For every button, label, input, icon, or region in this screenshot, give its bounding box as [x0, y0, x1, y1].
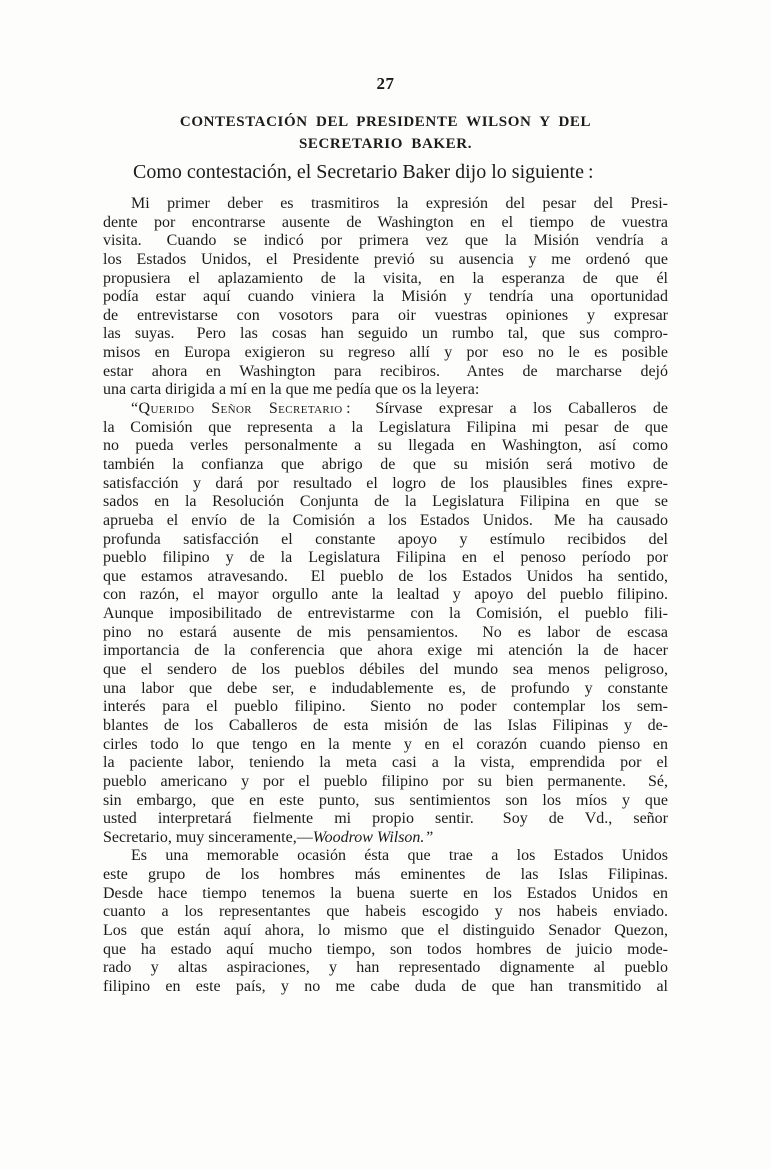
text-line — [103, 381, 668, 400]
line-text: usted interpretará fielmente mi propio sentir. Soy de Vd., señor — [103, 810, 668, 828]
line-text: también la confianza que abrigo de que su misión será motivo de — [103, 455, 668, 473]
line-text: pueblo filipino y de la Legislatura Filipina en el penoso período por — [103, 549, 668, 567]
line-text: que ha estado aquí mucho tiempo, son todos hombres de juicio mode- — [103, 940, 668, 958]
section-heading-line-1: CONTESTACIÓN DEL PRESIDENTE WILSON Y DEL — [179, 114, 592, 130]
line-text: Desde hace tiempo tenemos la buena suerte en los Estados Unidos en — [103, 884, 668, 902]
text-line — [103, 829, 668, 848]
text-line — [103, 475, 668, 494]
text-line — [103, 885, 668, 904]
line-text: Mi primer deber es trasmitiros la expresión del pesar del Presi- — [131, 195, 668, 212]
signature-name: Woodrow Wilson.” — [312, 828, 434, 846]
text-line — [103, 736, 668, 755]
line-text: la paciente labor, teniendo la meta casi a la vista, emprendida por el — [103, 754, 668, 772]
line-text: sin embargo, que en este punto, sus sentimientos son los míos y que — [103, 791, 668, 809]
letter-salutation: “Querido Señor Secretario : — [131, 400, 352, 418]
text-line — [103, 680, 668, 699]
line-text: cirles todo lo que tengo en la mente y en el corazón cuando pienso en — [103, 735, 668, 753]
line-text: misos en Europa exigieron su regreso allí y por eso no le es posible — [103, 344, 668, 362]
paragraph — [103, 400, 668, 847]
text-line — [103, 959, 668, 978]
line-text: rado y altas aspiraciones, y han representado dignamente al pueblo — [103, 959, 668, 977]
line-text: que el sendero de los pueblos débiles del mundo sea menos peligroso, — [103, 661, 668, 679]
line-text: que estamos atravesando. El pueblo de los Estados Unidos ha sentido, — [103, 567, 668, 585]
line-text: Los que están aquí ahora, lo mismo que el distinguido Senador Quezon, — [103, 921, 668, 939]
paragraph — [103, 847, 668, 996]
text-line — [103, 866, 668, 885]
line-text: los Estados Unidos, el Presidente previó su ausencia y me ordenó que — [103, 250, 668, 268]
text-line — [103, 307, 668, 326]
line-text: Secretario, muy sinceramente,— — [103, 828, 313, 846]
line-text: una labor que debe ser, e indudablemente es, de profundo y constante — [103, 679, 668, 697]
text-line — [103, 512, 668, 531]
text-line — [103, 624, 668, 643]
line-text: podía estar aquí cuando viniera la Misión y tendría una oportunidad — [103, 288, 668, 306]
line-text: no pueda verles personalmente a su llegada en Washington, así como — [103, 437, 668, 455]
text-line — [103, 363, 668, 382]
text-line — [103, 754, 668, 773]
line-text: blantes de los Caballeros de esta misión de las Islas Filipinas y de- — [103, 716, 668, 734]
section-heading — [103, 111, 668, 155]
text-line — [103, 270, 668, 289]
line-text: interés para el pueblo filipino. Siento no poder contemplar los sem- — [103, 698, 668, 716]
line-text: las suyas. Pero las cosas han seguido un rumbo tal, que sus compro- — [103, 325, 668, 343]
text-line — [103, 419, 668, 438]
text-line — [103, 400, 668, 419]
text-line — [103, 214, 668, 233]
text-line — [103, 903, 668, 922]
text-line — [103, 568, 668, 587]
text-line — [103, 810, 668, 829]
text-line — [103, 698, 668, 717]
text-line — [103, 493, 668, 512]
text-line — [103, 325, 668, 344]
text-line — [103, 586, 668, 605]
line-text: satisfacción y dará por resultado el logro de los plausibles fines expre- — [103, 474, 668, 492]
lead-sentence: Como contestación, el Secretario Baker dijo lo siguiente : — [133, 161, 594, 183]
line-text: Es una memorable ocasión ésta que trae a los Estados Unidos — [131, 847, 668, 865]
paragraph — [103, 195, 668, 400]
line-text: profunda satisfacción el constante apoyo y estímulo recibidos del — [103, 530, 668, 548]
text-line — [103, 922, 668, 941]
text-line — [103, 661, 668, 680]
line-text: aprueba el envío de la Comisión a los Estados Unidos. Me ha causado — [103, 511, 668, 529]
section-heading-line-2: SECRETARIO BAKER. — [298, 136, 473, 152]
line-text: de entrevistarse con vosotors para oir vuestras opiniones y expresar — [103, 306, 668, 324]
text-line — [103, 232, 668, 251]
text-line — [103, 549, 668, 568]
line-text: este grupo de los hombres más eminentes de las Islas Filipinas. — [103, 866, 668, 884]
text-line — [103, 288, 668, 307]
line-text: propusiera el aplazamiento de la visita, en la esperanza de que él — [103, 269, 668, 287]
text-line — [103, 251, 668, 270]
line-text: filipino en este país, y no me cabe duda de que han transmitido al — [103, 977, 668, 995]
line-text: la Comisión que representa a la Legislatura Filipina mi pesar de que — [103, 418, 668, 436]
line-text: Aunque imposibilitado de entrevistarme con la Comisión, el pueblo fili- — [103, 605, 668, 623]
line-text: visita. Cuando se indicó por primera vez que la Misión vendría a — [103, 232, 668, 250]
body-text — [103, 195, 668, 997]
text-line — [103, 773, 668, 792]
text-line — [103, 344, 668, 363]
text-line — [103, 437, 668, 456]
text-line — [103, 978, 668, 997]
page-number: 27 — [376, 74, 395, 93]
line-text: una carta dirigida a mí en la que me pedía que os la leyera: — [103, 381, 480, 399]
line-text: Sírvase expresar a los Caballeros de — [351, 400, 668, 418]
line-text: pueblo americano y por el pueblo filipino por su bien permanente. Sé, — [103, 772, 668, 790]
line-text: estar ahora en Washington para recibiros. Antes de marcharse dejó — [103, 362, 668, 380]
text-line — [103, 605, 668, 624]
text-line — [103, 941, 668, 960]
line-text: sados en la Resolución Conjunta de la Legislatura Filipina en que se — [103, 493, 668, 511]
line-text: con razón, el mayor orgullo ante la lealtad y apoyo del pueblo filipino. — [103, 586, 668, 604]
text-line — [103, 642, 668, 661]
text-line — [103, 792, 668, 811]
text-line — [103, 456, 668, 475]
text-line — [103, 847, 668, 866]
text-line — [103, 531, 668, 550]
text-line — [103, 717, 668, 736]
line-text: importancia de la conferencia que ahora exige mi atención la de hacer — [103, 642, 668, 660]
text-line — [103, 195, 668, 214]
line-text: pino no estará ausente de mis pensamientos. No es labor de escasa — [103, 623, 668, 641]
line-text: dente por encontrarse ausente de Washington en el tiempo de vuestra — [103, 213, 668, 231]
line-text: cuanto a los representantes que habeis escogido y nos habeis enviado. — [103, 903, 668, 921]
